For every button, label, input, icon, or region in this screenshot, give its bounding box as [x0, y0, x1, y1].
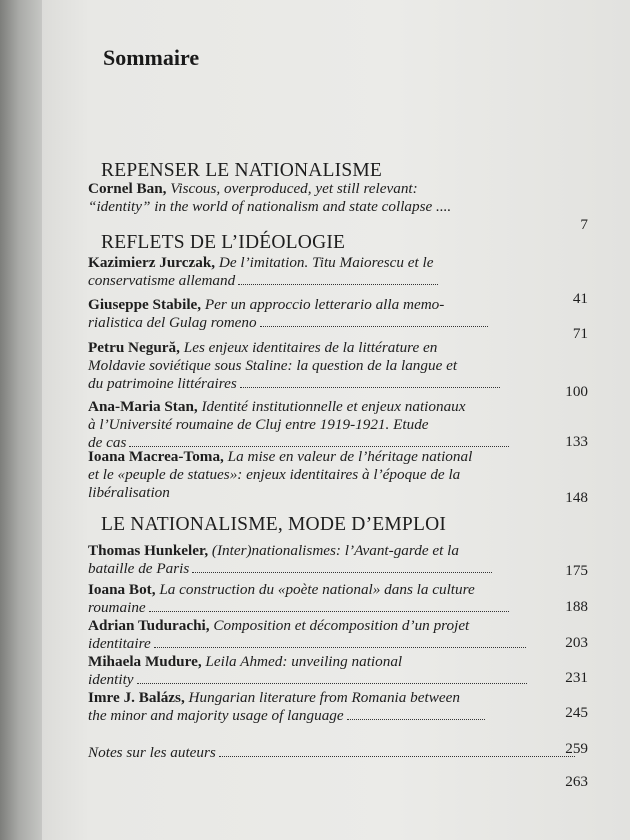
- entry-title: à l’Université roumaine de Cluj entre 1919-1921. Etude: [88, 415, 429, 433]
- toc-entry[interactable]: [88, 296, 540, 332]
- entry-author: Mihaela Mudure,: [88, 653, 202, 670]
- toc-entry[interactable]: [88, 180, 540, 216]
- entry-author: Ioana Bot,: [88, 581, 156, 598]
- entry-title: identity: [88, 670, 134, 688]
- entry-title: “identity” in the world of nationalism and state collapse ....: [88, 197, 452, 215]
- entry-title: La construction du «poète national» dans la culture: [159, 581, 475, 598]
- entry-page-number: 7: [580, 216, 588, 233]
- entry-author: Petru Negură,: [88, 339, 180, 356]
- entry-title: Leila Ahmed: unveiling national: [205, 653, 403, 670]
- entry-title: de cas: [88, 433, 127, 451]
- entry-title: rialistica del Gulag romeno: [88, 313, 257, 331]
- entry-title: (Inter)nationalismes: l’Avant-garde et la: [211, 542, 459, 559]
- entry-author: Imre J. Balázs,: [88, 689, 185, 706]
- entry-page-number: 175: [565, 562, 588, 579]
- toc-entry[interactable]: [88, 542, 540, 578]
- book-spine: [0, 0, 42, 840]
- entry-author: Giuseppe Stabile,: [88, 296, 202, 313]
- section-heading: REFLETS DE L’IDÉOLOGIE: [101, 232, 346, 253]
- entry-author: Kazimierz Jurczak,: [88, 254, 216, 271]
- toc-entry[interactable]: [88, 339, 540, 392]
- notes-page-number: 259: [565, 740, 588, 757]
- section-heading: LE NATIONALISME, MODE D’EMPLOI: [101, 514, 447, 535]
- toc-entry[interactable]: [88, 254, 540, 290]
- entry-author: Cornel Ban,: [88, 180, 167, 197]
- entry-page-number: 231: [565, 669, 588, 686]
- entry-title: the minor and majority usage of language: [88, 706, 344, 724]
- entry-page-number: 71: [572, 325, 588, 342]
- final-page-number: 263: [565, 773, 588, 790]
- entry-title: identitaire: [88, 634, 151, 652]
- entry-page-number: 41: [572, 290, 588, 307]
- toc-entry[interactable]: [88, 448, 540, 501]
- entry-title: De l’imitation. Titu Maiorescu et le: [218, 254, 434, 271]
- entry-page-number: 188: [565, 598, 588, 615]
- entry-title: libéralisation: [88, 483, 170, 501]
- entry-title: Composition et décomposition d’un projet: [213, 617, 470, 634]
- entry-title: du patrimoine littéraires: [88, 374, 237, 392]
- toc-entry[interactable]: [88, 581, 540, 617]
- entry-author: Ioana Macrea-Toma,: [88, 448, 224, 465]
- notes-label: Notes sur les auteurs: [88, 744, 216, 761]
- entry-title: bataille de Paris: [88, 559, 190, 577]
- entry-page-number: 148: [565, 489, 588, 506]
- entry-author: Thomas Hunkeler,: [88, 542, 209, 559]
- toc-entry[interactable]: [88, 689, 540, 725]
- entry-title: Hungarian literature from Romania between: [188, 689, 460, 706]
- section-heading: REPENSER LE NATIONALISME: [101, 160, 383, 181]
- entry-title: Identité institutionnelle et enjeux nationaux: [201, 398, 466, 415]
- entry-page-number: 100: [565, 383, 588, 400]
- entry-title: roumaine: [88, 598, 146, 616]
- notes-entry[interactable]: [88, 744, 575, 762]
- entry-page-number: 203: [565, 634, 588, 651]
- toc-entry[interactable]: [88, 617, 540, 653]
- entry-title: conservatisme allemand: [88, 271, 236, 289]
- entry-author: Ana-Maria Stan,: [88, 398, 198, 415]
- toc-entry[interactable]: [88, 653, 540, 689]
- page-title: Sommaire: [103, 45, 200, 70]
- entry-title: Moldavie soviétique sous Staline: la question de la langue et: [88, 356, 458, 374]
- entry-author: Adrian Tudurachi,: [88, 617, 210, 634]
- entry-title: La mise en valeur de l’héritage national: [227, 448, 473, 465]
- entry-title: et le «peuple de statues»: enjeux identitaires à l’époque de la: [88, 465, 461, 483]
- entry-title: Les enjeux identitaires de la littérature en: [183, 339, 438, 356]
- entry-page-number: 245: [565, 704, 588, 721]
- toc-entry[interactable]: [88, 398, 540, 451]
- entry-title: Viscous, overproduced, yet still relevant:: [170, 180, 418, 197]
- entry-title: Per un approccio letterario alla memo-: [204, 296, 445, 313]
- entry-page-number: 133: [565, 433, 588, 450]
